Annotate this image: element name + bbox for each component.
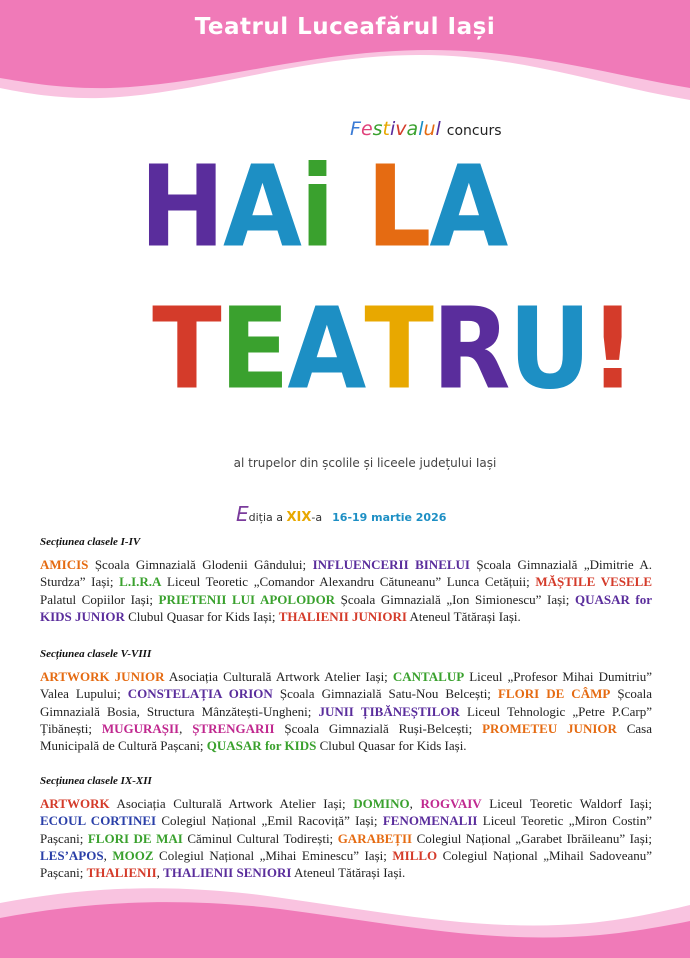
troupe-name: DOMINO bbox=[353, 796, 410, 811]
institution-text: Palatul Copiilor Iași; bbox=[40, 591, 159, 607]
festival-subtitle: al trupelor din școlile și liceele județului Iași bbox=[233, 456, 497, 470]
troupe-name: ARTWORK bbox=[40, 796, 110, 811]
section-i-iv bbox=[40, 536, 652, 625]
institution-text: Școala Gimnazială Glodenii Gândului; bbox=[88, 557, 313, 572]
institution-text: Școala Gimnazială Satu-Nou Belcești; bbox=[272, 686, 498, 702]
institution-text: Asociația Culturală Artwork Atelier Iași; bbox=[164, 669, 393, 684]
troupe-name: PROMETEU JUNIOR bbox=[482, 720, 617, 736]
troupe-name: MOOZ bbox=[112, 847, 154, 863]
festivalul-letter: a bbox=[406, 118, 419, 140]
logo-letter: A bbox=[287, 284, 365, 415]
festivalul-letter: l bbox=[418, 118, 424, 140]
troupe-name: L.I.R.A bbox=[119, 574, 162, 590]
section-heading: Secțiunea clasele IX-XII bbox=[40, 775, 152, 787]
troupe-name: ȘTRENGARII bbox=[192, 720, 275, 736]
logo-hai-la bbox=[0, 142, 668, 273]
festival-label bbox=[350, 118, 502, 140]
troupe-name: CANTALUP bbox=[392, 669, 465, 684]
section-v-viii bbox=[40, 648, 652, 754]
institution-text: , bbox=[156, 865, 164, 881]
festivalul-letter: F bbox=[350, 118, 361, 140]
institution-text: , bbox=[179, 720, 193, 736]
logo-letter: R bbox=[431, 284, 509, 415]
festivalul-word bbox=[350, 118, 441, 140]
edition-text: diția a bbox=[248, 511, 287, 524]
logo-letter: L bbox=[366, 142, 430, 273]
troupe-name: INFLUENCERII BINELUI bbox=[312, 557, 470, 572]
edition-suffix: -a bbox=[311, 511, 323, 524]
troupe-name: ARTWORK JUNIOR bbox=[40, 669, 165, 684]
troupe-name: MĂȘTILE VESELE bbox=[535, 574, 652, 590]
header-title: Teatrul Luceafărul Iași bbox=[194, 14, 496, 40]
section-body bbox=[40, 795, 652, 881]
troupe-name: ROGVAIV bbox=[420, 796, 482, 811]
edition-initial: E bbox=[236, 502, 249, 526]
troupe-name: MUGURAȘII bbox=[101, 720, 180, 736]
institution-text: Căminul Cultural Todirești; bbox=[182, 830, 338, 846]
institution-text: Colegiul Național „Mihail Sadoveanu” Pașcani; bbox=[40, 847, 653, 881]
section-ix-xii bbox=[40, 775, 652, 881]
institution-text: Colegiul Național „Mihai Eminescu” Iași; bbox=[153, 847, 393, 863]
troupe-name: FLORI DE CÂMP bbox=[497, 686, 611, 702]
logo-letter: ! bbox=[589, 284, 634, 415]
troupe-name: JUNII ȚIBĂNEȘTILOR bbox=[318, 703, 460, 719]
section-heading: Secțiunea clasele V-VIII bbox=[40, 648, 152, 660]
institution-text: Școala Gimnazială „Ion Simionescu” Iași; bbox=[335, 591, 575, 607]
institution-text: Școala Gimnazială Bosia, Structura Mânzătești-Ungheni; bbox=[40, 686, 653, 719]
logo-letter: i bbox=[299, 142, 333, 273]
festivalul-letter: t bbox=[382, 118, 390, 140]
institution-text: , bbox=[409, 796, 421, 811]
institution-text: Liceul „Profesor Mihai Dumitriu” Valea Lupului; bbox=[40, 669, 653, 702]
troupe-name: THALIENII bbox=[86, 865, 157, 881]
institution-text: Liceul Teoretic Waldorf Iași; bbox=[481, 796, 652, 811]
troupe-name: PRIETENII LUI APOLODOR bbox=[158, 591, 336, 607]
troupe-name: MILLO bbox=[392, 847, 438, 863]
troupe-name: THALIENII SENIORI bbox=[163, 865, 292, 881]
section-heading: Secțiunea clasele I-IV bbox=[40, 536, 141, 548]
institution-text: , bbox=[103, 847, 113, 863]
troupe-name: THALIENII JUNIORI bbox=[278, 608, 407, 624]
troupe-name: GARABEȚII bbox=[337, 830, 413, 846]
institution-text: Asociația Culturală Artwork Atelier Iași; bbox=[109, 796, 354, 811]
concurs-word: concurs bbox=[446, 123, 502, 139]
troupe-name: ECOUL CORTINEI bbox=[40, 813, 157, 829]
troupe-name: LES’APOS bbox=[40, 847, 104, 863]
institution-text: Ateneul Tătărași Iași. bbox=[291, 865, 406, 881]
festivalul-letter: v bbox=[395, 118, 407, 140]
institution-text: Clubul Quasar for Kids Iași. bbox=[316, 738, 467, 754]
festivalul-letter: s bbox=[372, 118, 383, 140]
institution-text: Ateneul Tătărași Iași. bbox=[406, 608, 521, 624]
institution-text: Colegiul Național „Garabet Ibrăileanu” Iași; bbox=[412, 830, 652, 846]
institution-text: Școala Gimnazială „Dimitrie A. Sturdza” Iași; bbox=[40, 557, 652, 590]
festivalul-letter: u bbox=[423, 118, 436, 140]
edition-line bbox=[236, 502, 446, 526]
bottom-pink-wave bbox=[0, 873, 690, 958]
institution-text: Liceul Tehnologic „Petre P.Carp” Țibănești; bbox=[40, 703, 653, 736]
logo-letter: T bbox=[152, 284, 220, 415]
institution-text: Școala Gimnazială Ruși-Belcești; bbox=[274, 720, 483, 736]
festivalul-letter: l bbox=[435, 118, 441, 140]
logo-letter bbox=[333, 142, 367, 273]
edition-roman: XIX bbox=[286, 510, 312, 525]
logo-letter: A bbox=[222, 142, 300, 273]
festival-dates: 16-19 martie 2026 bbox=[332, 511, 447, 524]
institution-text: Colegiul Național „Emil Racoviță” Iași; bbox=[156, 813, 383, 829]
section-body bbox=[40, 556, 652, 625]
logo-teatru bbox=[48, 284, 690, 415]
institution-text: Liceul Teoretic „Comandor Alexandru Cătuneanu” Lunca Cetățuii; bbox=[161, 574, 536, 590]
festivalul-letter: i bbox=[390, 118, 396, 140]
institution-text: Liceul Teoretic „Miron Costin” Pașcani; bbox=[40, 813, 652, 846]
logo-letter: E bbox=[219, 284, 288, 415]
troupe-name: FENOMENALII bbox=[382, 813, 478, 829]
institution-text: Casa Municipală de Cultură Pașcani; bbox=[40, 720, 652, 754]
section-body bbox=[40, 668, 652, 754]
troupe-name: AMICIS bbox=[40, 557, 89, 572]
troupe-name: CONSTELAȚIA ORION bbox=[127, 686, 273, 702]
logo-letter: U bbox=[508, 284, 590, 415]
logo-letter: A bbox=[429, 142, 507, 273]
logo-letter: H bbox=[139, 142, 223, 273]
institution-text: Clubul Quasar for Kids Iași; bbox=[124, 608, 279, 624]
logo-letter: T bbox=[364, 284, 432, 415]
troupe-name: QUASAR for KIDS JUNIOR bbox=[40, 591, 653, 624]
troupe-name: FLORI DE MAI bbox=[87, 830, 183, 846]
troupe-name: QUASAR for KIDS bbox=[206, 738, 317, 754]
festivalul-letter: e bbox=[360, 118, 373, 140]
